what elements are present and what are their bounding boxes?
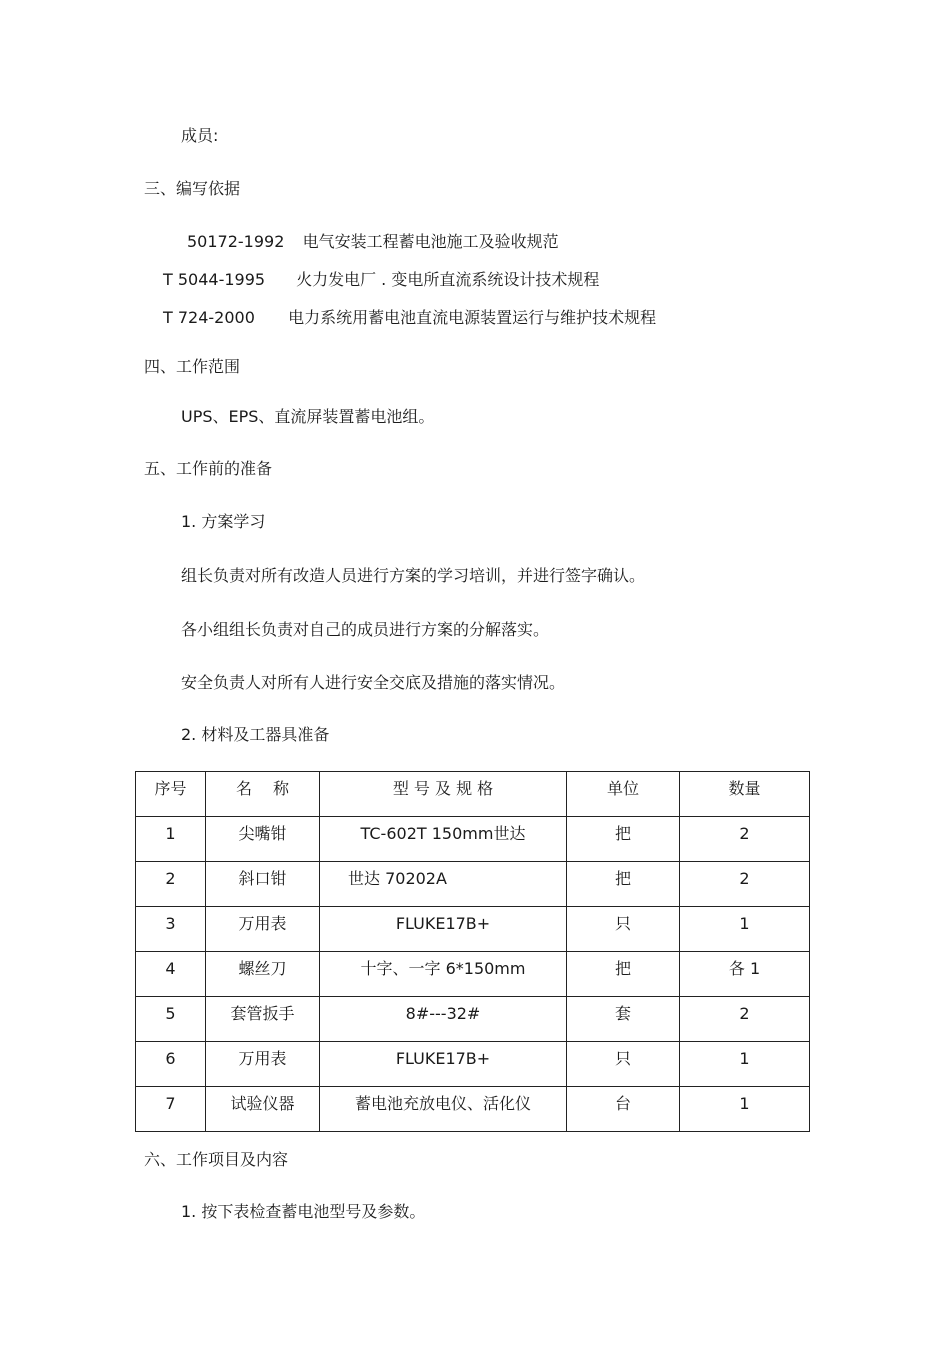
cell-model: 十字、一字 6*150mm xyxy=(320,952,567,997)
cell-quantity: 1 xyxy=(680,907,810,952)
paragraph-training: 组长负责对所有改造人员进行方案的学习培训，并进行签字确认。 xyxy=(181,566,646,585)
cell-quantity: 1 xyxy=(680,1087,810,1132)
cell-model: TC-602T 150mm世达 xyxy=(320,817,567,862)
cell-index: 3 xyxy=(136,907,206,952)
cell-model: FLUKE17B+ xyxy=(320,907,567,952)
reference-1-title: 电气安装工程蓄电池施工及验收规范 xyxy=(302,232,559,251)
cell-model: FLUKE17B+ xyxy=(320,1042,567,1087)
table-header-row xyxy=(136,772,810,817)
table-row xyxy=(136,1087,810,1132)
cell-unit: 台 xyxy=(567,1087,680,1132)
cell-index: 6 xyxy=(136,1042,206,1087)
cell-name: 万用表 xyxy=(206,907,320,952)
members-label: 成员: xyxy=(181,126,219,145)
cell-index: 2 xyxy=(136,862,206,907)
reference-1-code: 50172-1992 xyxy=(187,232,285,251)
cell-quantity: 2 xyxy=(680,997,810,1042)
cell-quantity: 2 xyxy=(680,817,810,862)
cell-index: 7 xyxy=(136,1087,206,1132)
cell-unit: 只 xyxy=(567,907,680,952)
section-6-heading: 六、工作项目及内容 xyxy=(144,1150,289,1169)
table-row xyxy=(136,1042,810,1087)
cell-unit: 只 xyxy=(567,1042,680,1087)
subsection-plan-study: 1. 方案学习 xyxy=(181,512,266,531)
table-row xyxy=(136,862,810,907)
table-row xyxy=(136,907,810,952)
reference-2 xyxy=(163,270,599,290)
tools-table xyxy=(135,771,810,1132)
cell-unit: 把 xyxy=(567,817,680,862)
section-4-heading: 四、工作范围 xyxy=(144,357,241,376)
cell-quantity: 2 xyxy=(680,862,810,907)
reference-2-code: T 5044-1995 xyxy=(163,270,266,289)
cell-index: 4 xyxy=(136,952,206,997)
cell-name: 套管扳手 xyxy=(206,997,320,1042)
reference-2-title: 火力发电厂 . 变电所直流系统设计技术规程 xyxy=(296,270,600,289)
reference-3-title: 电力系统用蓄电池直流电源装置运行与维护技术规程 xyxy=(288,308,657,327)
table-row xyxy=(136,817,810,862)
cell-unit: 套 xyxy=(567,997,680,1042)
cell-model: 世达 70202A xyxy=(320,862,567,907)
cell-unit: 把 xyxy=(567,862,680,907)
cell-quantity: 1 xyxy=(680,1042,810,1087)
subsection-materials: 2. 材料及工器具准备 xyxy=(181,725,330,744)
cell-model: 8#---32# xyxy=(320,997,567,1042)
cell-index: 1 xyxy=(136,817,206,862)
cell-name: 斜口钳 xyxy=(206,862,320,907)
table-row xyxy=(136,952,810,997)
paragraph-subgroup: 各小组组长负责对自己的成员进行方案的分解落实。 xyxy=(181,620,550,639)
paragraph-safety: 安全负责人对所有人进行安全交底及措施的落实情况。 xyxy=(181,673,566,692)
cell-name: 试验仪器 xyxy=(206,1087,320,1132)
cell-quantity: 各 1 xyxy=(680,952,810,997)
cell-model: 蓄电池充放电仪、活化仪 xyxy=(320,1087,567,1132)
cell-name: 万用表 xyxy=(206,1042,320,1087)
cell-index: 5 xyxy=(136,997,206,1042)
table-row xyxy=(136,997,810,1042)
header-name: 名 称 xyxy=(206,772,320,817)
reference-3-code: T 724-2000 xyxy=(163,308,255,327)
cell-name: 螺丝刀 xyxy=(206,952,320,997)
section-5-heading: 五、工作前的准备 xyxy=(144,459,273,478)
subsection-check-battery: 1. 按下表检查蓄电池型号及参数。 xyxy=(181,1202,426,1221)
header-unit: 单位 xyxy=(567,772,680,817)
cell-name: 尖嘴钳 xyxy=(206,817,320,862)
header-quantity: 数量 xyxy=(680,772,810,817)
reference-1 xyxy=(187,232,559,252)
section-3-heading: 三、编写依据 xyxy=(144,179,241,198)
scope-text: UPS、EPS、直流屏装置蓄电池组。 xyxy=(181,407,435,426)
header-index: 序号 xyxy=(136,772,206,817)
header-model: 型 号 及 规 格 xyxy=(320,772,567,817)
reference-3 xyxy=(163,308,656,328)
cell-unit: 把 xyxy=(567,952,680,997)
